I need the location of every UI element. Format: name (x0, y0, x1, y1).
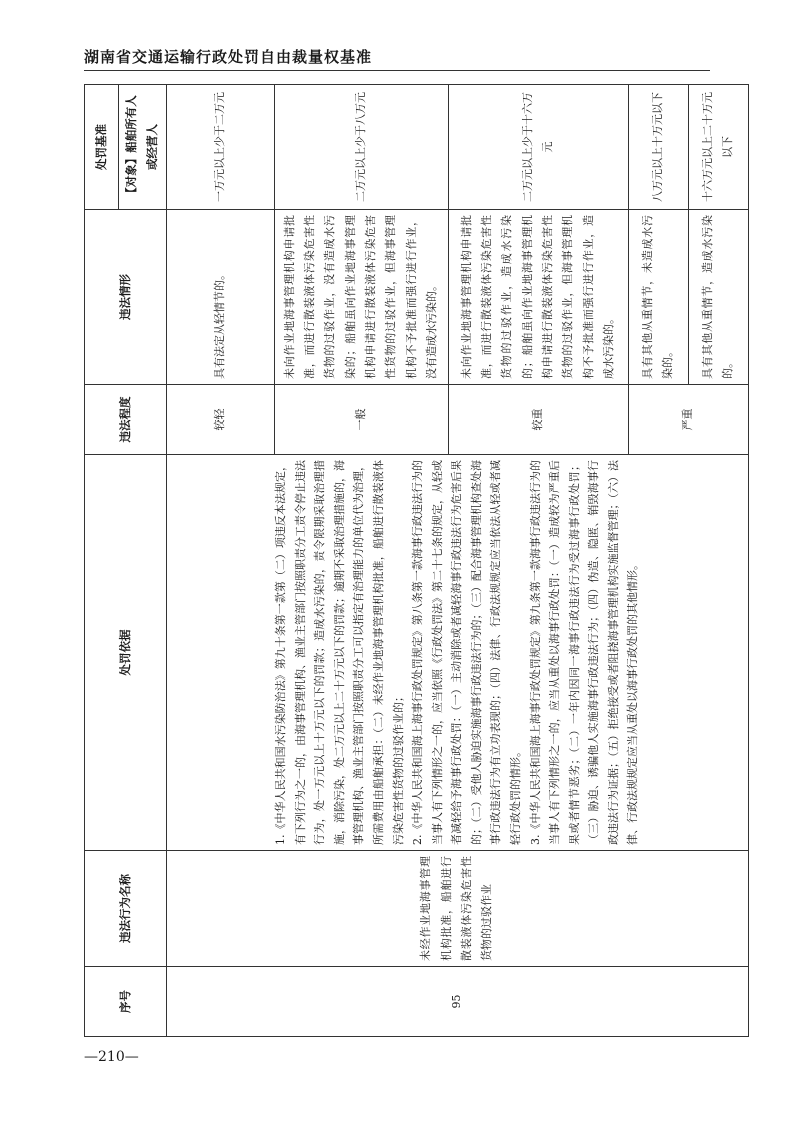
standard-cell: 二万元以上少于八万元 (274, 85, 448, 210)
header-divider (84, 70, 710, 71)
situation-cell: 未向作业地海事管理机构申请批准，而进行散装液体污染危害性货物的过驳作业，造成水污染的；船舶虽向作业地海事管理机构申请进行散装液体污染危害性货物的过驳作业，但海事管理机构不予批准而强行进行作业，造成水污染的。 (448, 210, 628, 385)
standard-cell: 一万元以上少于二万元 (166, 85, 274, 210)
header-violation-name: 违法行为名称 (85, 851, 167, 967)
situation-cell: 具有其他从重情节，造成水污染的。 (688, 210, 748, 385)
penalty-standard-table-container (84, 85, 735, 1037)
header-situation: 违法情形 (85, 210, 167, 385)
header-target: 【对象】船舶所有人或经营人 (119, 85, 167, 210)
degree-cell: 较轻 (166, 385, 274, 455)
situation-cell: 未向作业地海事管理机构申请批准，而进行散装液体污染危害性货物的过驳作业，没有造成水污染的；船舶虽向作业地海事管理机构申请进行散装液体污染危害性货物的过驳作业，但海事管理机构不予批准而强行进行作业，没有造成水污染的。 (274, 210, 448, 385)
page-header-title: 湖南省交通运输行政处罚自由裁量权基准 (84, 48, 373, 66)
table-row (166, 85, 274, 1037)
header-degree: 违法程度 (85, 385, 167, 455)
row-number: 95 (166, 967, 748, 1037)
page-number: —210— (84, 1049, 139, 1065)
situation-cell: 具有法定从轻情节的。 (166, 210, 274, 385)
header-standard: 处罚基准 (85, 85, 119, 210)
standard-cell: 十六万元以上二十万元以下 (688, 85, 748, 210)
degree-cell: 较重 (448, 385, 628, 455)
basis-item: 1.《中华人民共和国水污染防治法》第九十条第一款第（二）项违反本法规定，有下列行为之一的，由海事管理机构、渔业主管部门按照职责分工责令停止违法行为，处一万元以上十万元以下的罚款；造成水污染的，责令限期采取治理措施，消除污染，处二万元以上二十万元以下的罚款；逾期不采取治理措施的，海事管理机构、渔业主管部门按照职责分工可以指定有治理能力的单位代为治理，所需费用由船舶承担：（二）未经作业地海事管理机构批准，船舶进行散装液体污染危害性货物的过驳作业的； (274, 460, 405, 845)
basis-item: 3.《中华人民共和国海上海事行政处罚规定》第九条第一款海事行政违法行为的当事人有下列情形之一的，应当从重处以海事行政处罚：（一）造成较为严重后果或者情节恶劣；（二）一年内因同一海事行政违法行为受过海事行政处罚；（三）胁迫、诱骗他人实施海事行政违法行为；（四）伪造、隐匿、销毁海事行政违法行为证据；（五）拒绝接受或者阻挠海事管理机构实施监督管理；（六）法律、行政法规规定应当从重处以海事行政处罚的其他情形。 (528, 460, 640, 845)
penalty-basis (166, 455, 748, 851)
header-basis: 处罚依据 (85, 455, 167, 851)
basis-item: 2.《中华人民共和国海上海事行政处罚规定》第八条第一款海事行政违法行为的当事人有下列情形之一的，应当依照《行政处罚法》第二十七条的规定，从轻或者减轻给予海事行政处罚：（一）主动消除或者减轻海事行政违法行为危害后果的；（二）受他人胁迫实施海事行政违法行为的；（三）配合海事管理机构查处海事行政违法行为有立功表现的；（四）法律、行政法规规定应当依法从轻或者减轻行政处罚的情形。 (411, 460, 522, 845)
violation-name: 未经作业地海事管理机构批准，船舶进行散装液体污染危害性货物的过驳作业 (166, 851, 748, 967)
penalty-standard-table (84, 84, 749, 1037)
standard-cell: 二万元以上少于十六万元 (448, 85, 628, 210)
degree-cell: 一般 (274, 385, 448, 455)
standard-cell: 八万元以上十万元以下 (628, 85, 688, 210)
header-no: 序号 (85, 967, 167, 1037)
situation-cell: 具有其他从重情节，未造成水污染的。 (628, 210, 688, 385)
degree-cell: 严重 (628, 385, 748, 455)
